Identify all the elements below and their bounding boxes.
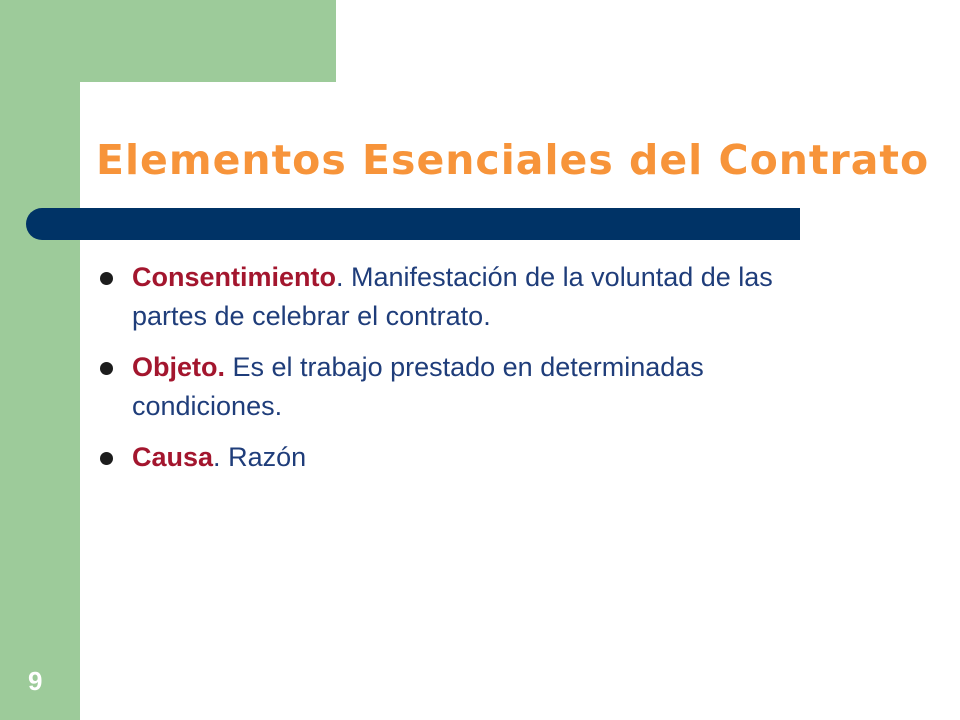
bullet-term-suffix: . [213, 442, 221, 472]
bullet-item-objeto [100, 348, 780, 426]
bullet-term: Consentimiento [132, 262, 337, 292]
title-underline-bar [26, 208, 800, 240]
bullet-item-causa [100, 438, 780, 477]
bullet-term: Causa [132, 442, 214, 472]
slide-title: Elementos Esenciales del Contrato [96, 136, 930, 184]
bullet-term: Objeto. [132, 352, 225, 382]
bullet-term-suffix: . [336, 262, 344, 292]
bullet-list [100, 258, 780, 489]
bullet-dot-icon [100, 272, 113, 285]
bullet-text: Manifestación de la voluntad de las partes de celebrar el contrato. [132, 262, 773, 331]
bullet-item-consentimiento [100, 258, 780, 336]
bullet-text: Razón [220, 442, 307, 472]
bullet-dot-icon [100, 362, 113, 375]
bullet-dot-icon [100, 452, 113, 465]
green-left-sidebar [0, 0, 80, 720]
page-number: 9 [28, 666, 43, 696]
bullet-text: Es el trabajo prestado en determinadas condiciones. [132, 352, 704, 421]
